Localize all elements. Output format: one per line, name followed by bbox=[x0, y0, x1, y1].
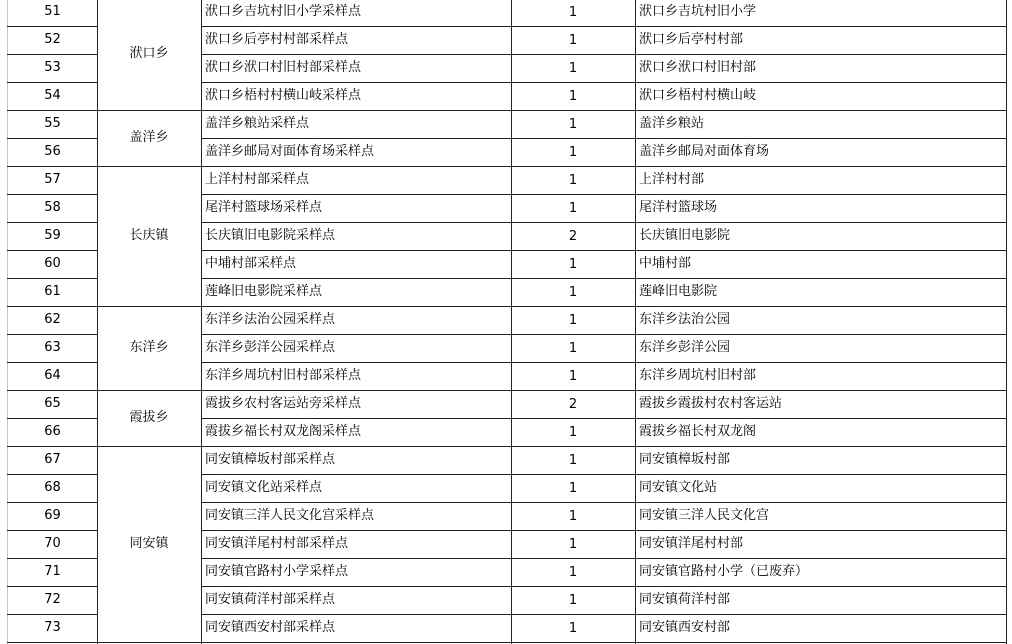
row-border bbox=[7, 558, 98, 559]
row-border bbox=[7, 110, 1007, 111]
row-border bbox=[201, 250, 1007, 251]
row-number: 58 bbox=[44, 200, 61, 215]
sampling-location: 同安镇樟坂村部 bbox=[639, 452, 731, 467]
row-border bbox=[7, 82, 98, 83]
sampling-location: 同安镇西安村部 bbox=[639, 620, 731, 635]
sampling-location: 同安镇官路村小学（已废弃） bbox=[639, 564, 809, 579]
sampling-location: 同安镇文化站 bbox=[639, 480, 718, 495]
row-border bbox=[201, 558, 1007, 559]
sampling-location: 盖洋乡粮站 bbox=[639, 116, 705, 131]
row-border bbox=[7, 26, 98, 27]
sampling-count: 1 bbox=[568, 61, 578, 76]
row-border bbox=[7, 614, 98, 615]
sampling-count: 1 bbox=[568, 257, 578, 272]
sampling-location: 东洋乡彭洋公园 bbox=[639, 340, 731, 355]
row-border bbox=[7, 474, 98, 475]
township-name: 同安镇 bbox=[129, 536, 169, 551]
sampling-count: 1 bbox=[568, 117, 578, 132]
sampling-count: 1 bbox=[568, 453, 578, 468]
township-name: 霞拔乡 bbox=[129, 410, 169, 425]
sampling-location: 洑口乡梧村村横山岐 bbox=[639, 88, 757, 103]
row-number: 73 bbox=[44, 620, 61, 635]
sampling-location: 盖洋乡邮局对面体育场 bbox=[639, 144, 770, 159]
row-border bbox=[7, 586, 98, 587]
row-number: 65 bbox=[44, 396, 61, 411]
sampling-point-name: 莲峰旧电影院采样点 bbox=[205, 284, 323, 299]
row-border bbox=[7, 642, 1007, 643]
sampling-count: 1 bbox=[568, 341, 578, 356]
sampling-point-name: 盖洋乡邮局对面体育场采样点 bbox=[205, 144, 375, 159]
column-border bbox=[1006, 0, 1007, 644]
sampling-count: 1 bbox=[568, 509, 578, 524]
row-border bbox=[7, 334, 98, 335]
township-name: 长庆镇 bbox=[129, 228, 169, 243]
sampling-count: 1 bbox=[568, 565, 578, 580]
row-number: 66 bbox=[44, 424, 61, 439]
sampling-location: 东洋乡周坑村旧村部 bbox=[639, 368, 757, 383]
sampling-count: 1 bbox=[568, 369, 578, 384]
row-border bbox=[201, 194, 1007, 195]
row-border bbox=[7, 362, 98, 363]
sampling-point-name: 洑口乡洑口村旧村部采样点 bbox=[205, 60, 362, 75]
sampling-count: 1 bbox=[568, 621, 578, 636]
row-border bbox=[7, 138, 98, 139]
sampling-point-name: 洑口乡吉坑村旧小学采样点 bbox=[205, 4, 362, 19]
sampling-point-name: 洑口乡后亭村村部采样点 bbox=[205, 32, 349, 47]
column-border bbox=[201, 0, 202, 644]
row-number: 57 bbox=[44, 172, 61, 187]
row-border bbox=[201, 502, 1007, 503]
sampling-point-name: 霞拔乡农村客运站旁采样点 bbox=[205, 396, 362, 411]
row-border bbox=[201, 334, 1007, 335]
row-number: 63 bbox=[44, 340, 61, 355]
sampling-count: 1 bbox=[568, 537, 578, 552]
row-border bbox=[7, 166, 1007, 167]
sampling-point-name: 同安镇三洋人民文化宫采样点 bbox=[205, 508, 375, 523]
row-number: 72 bbox=[44, 592, 61, 607]
row-border bbox=[201, 614, 1007, 615]
row-number: 59 bbox=[44, 228, 61, 243]
sampling-point-name: 盖洋乡粮站采样点 bbox=[205, 116, 310, 131]
sampling-count: 1 bbox=[568, 285, 578, 300]
column-border bbox=[635, 0, 636, 644]
sampling-count: 1 bbox=[568, 145, 578, 160]
sampling-location: 霞拔乡霞拔村农村客运站 bbox=[639, 396, 783, 411]
township-name: 东洋乡 bbox=[129, 340, 169, 355]
sampling-location: 洑口乡吉坑村旧小学 bbox=[639, 4, 757, 19]
sampling-point-name: 洑口乡梧村村横山岐采样点 bbox=[205, 88, 362, 103]
sampling-count: 2 bbox=[568, 397, 578, 412]
row-number: 62 bbox=[44, 312, 61, 327]
sampling-count: 1 bbox=[568, 425, 578, 440]
row-number: 71 bbox=[44, 564, 61, 579]
sampling-location: 洑口乡后亭村村部 bbox=[639, 32, 744, 47]
row-border bbox=[7, 306, 1007, 307]
row-number: 60 bbox=[44, 256, 61, 271]
row-number: 68 bbox=[44, 480, 61, 495]
row-border bbox=[201, 54, 1007, 55]
sampling-point-name: 中埔村部采样点 bbox=[205, 256, 297, 271]
sampling-count: 1 bbox=[568, 173, 578, 188]
sampling-point-name: 同安镇西安村部采样点 bbox=[205, 620, 336, 635]
sampling-location: 同安镇洋尾村村部 bbox=[639, 536, 744, 551]
column-border bbox=[97, 0, 98, 644]
row-border bbox=[201, 278, 1007, 279]
sampling-point-name: 同安镇洋尾村村部采样点 bbox=[205, 536, 349, 551]
sampling-location: 同安镇荷洋村部 bbox=[639, 592, 731, 607]
row-border bbox=[201, 418, 1007, 419]
sampling-count: 1 bbox=[568, 201, 578, 216]
row-number: 67 bbox=[44, 452, 61, 467]
sampling-location: 长庆镇旧电影院 bbox=[639, 228, 731, 243]
row-number: 64 bbox=[44, 368, 61, 383]
sampling-count: 1 bbox=[568, 5, 578, 20]
sampling-count: 1 bbox=[568, 313, 578, 328]
sampling-location: 尾洋村篮球场 bbox=[639, 200, 718, 215]
sampling-count: 2 bbox=[568, 229, 578, 244]
sampling-point-name: 同安镇樟坂村部采样点 bbox=[205, 452, 336, 467]
sampling-point-name: 东洋乡彭洋公园采样点 bbox=[205, 340, 336, 355]
row-number: 69 bbox=[44, 508, 61, 523]
row-number: 55 bbox=[44, 116, 61, 131]
sampling-location: 中埔村部 bbox=[639, 256, 692, 271]
row-number: 70 bbox=[44, 536, 61, 551]
row-border bbox=[7, 222, 98, 223]
row-border bbox=[201, 530, 1007, 531]
sampling-location: 上洋村村部 bbox=[639, 172, 705, 187]
sampling-count: 1 bbox=[568, 89, 578, 104]
row-border bbox=[7, 390, 1007, 391]
row-border bbox=[201, 586, 1007, 587]
row-number: 52 bbox=[44, 32, 61, 47]
row-number: 61 bbox=[44, 284, 61, 299]
sampling-point-name: 尾洋村篮球场采样点 bbox=[205, 200, 323, 215]
township-name: 盖洋乡 bbox=[129, 130, 169, 145]
row-border bbox=[7, 278, 98, 279]
sampling-location: 东洋乡法治公园 bbox=[639, 312, 731, 327]
sampling-point-name: 东洋乡周坑村旧村部采样点 bbox=[205, 368, 362, 383]
sampling-point-name: 东洋乡法治公园采样点 bbox=[205, 312, 336, 327]
sampling-count: 1 bbox=[568, 33, 578, 48]
row-border bbox=[201, 138, 1007, 139]
column-border bbox=[511, 0, 512, 644]
row-number: 53 bbox=[44, 60, 61, 75]
row-number: 51 bbox=[44, 4, 61, 19]
sampling-count: 1 bbox=[568, 481, 578, 496]
row-border bbox=[7, 446, 1007, 447]
row-border bbox=[201, 26, 1007, 27]
row-border bbox=[7, 54, 98, 55]
sampling-location: 洑口乡洑口村旧村部 bbox=[639, 60, 757, 75]
township-name: 洑口乡 bbox=[129, 46, 169, 61]
row-border bbox=[201, 474, 1007, 475]
sampling-point-name: 同安镇文化站采样点 bbox=[205, 480, 323, 495]
row-border bbox=[7, 194, 98, 195]
row-border bbox=[201, 362, 1007, 363]
sampling-point-name: 霞拔乡福长村双龙阁采样点 bbox=[205, 424, 362, 439]
sampling-point-name: 同安镇官路村小学采样点 bbox=[205, 564, 349, 579]
row-number: 54 bbox=[44, 88, 61, 103]
row-border bbox=[201, 222, 1007, 223]
sampling-location: 同安镇三洋人民文化宫 bbox=[639, 508, 770, 523]
row-number: 56 bbox=[44, 144, 61, 159]
row-border bbox=[201, 82, 1007, 83]
sampling-point-name: 长庆镇旧电影院采样点 bbox=[205, 228, 336, 243]
sampling-location: 霞拔乡福长村双龙阁 bbox=[639, 424, 757, 439]
sampling-count: 1 bbox=[568, 593, 578, 608]
row-border bbox=[7, 418, 98, 419]
row-border bbox=[7, 502, 98, 503]
sampling-point-name: 同安镇荷洋村部采样点 bbox=[205, 592, 336, 607]
sampling-location: 莲峰旧电影院 bbox=[639, 284, 718, 299]
row-border bbox=[7, 250, 98, 251]
sampling-point-name: 上洋村村部采样点 bbox=[205, 172, 310, 187]
row-border bbox=[7, 530, 98, 531]
